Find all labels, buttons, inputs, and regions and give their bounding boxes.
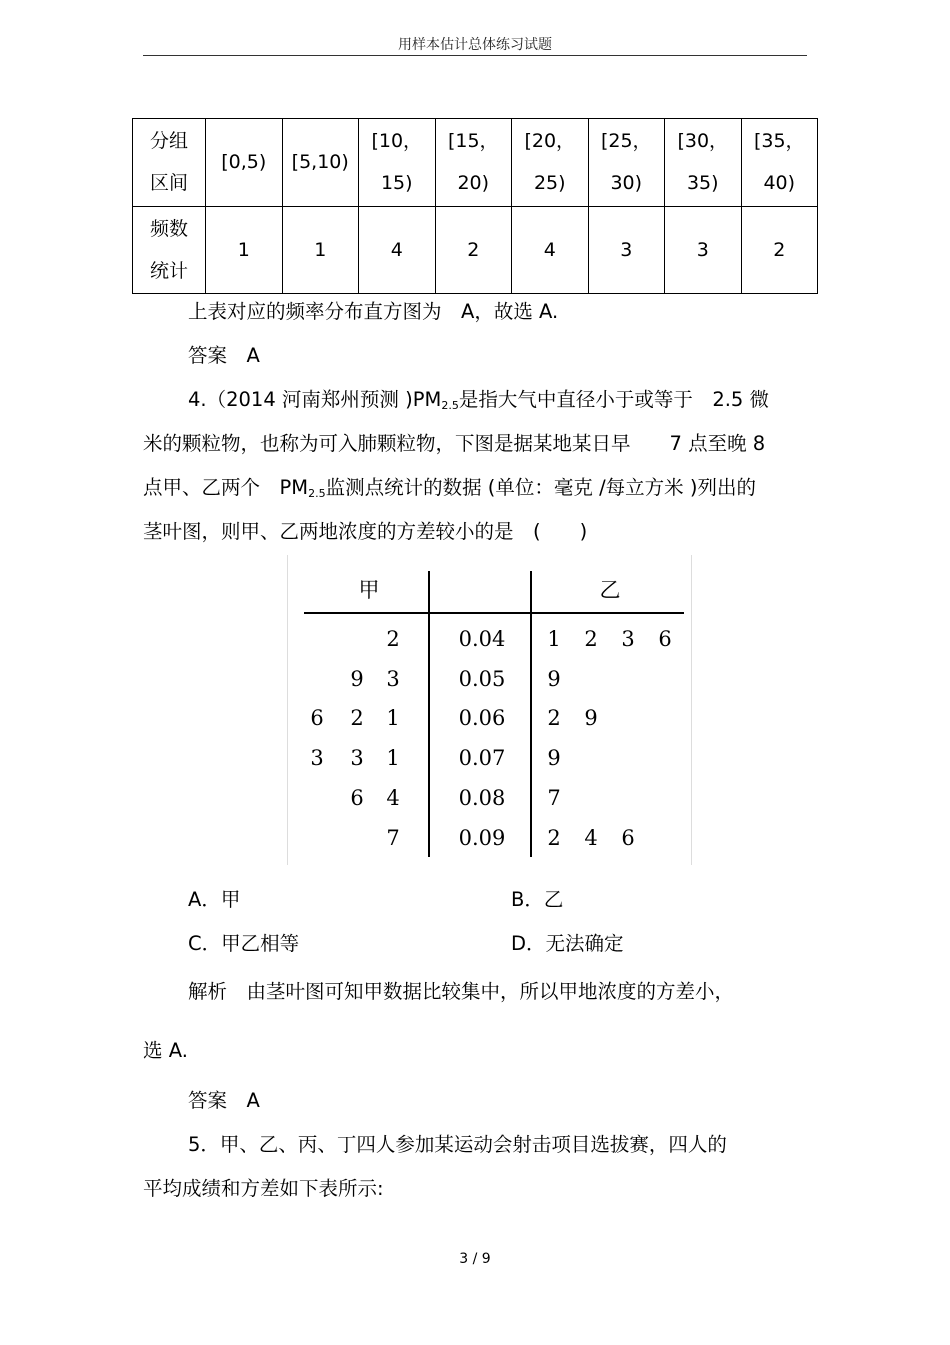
count-cell: 4: [512, 206, 589, 294]
answer-4: 答案 A: [188, 1089, 260, 1112]
count-cell: 1: [206, 206, 283, 294]
interval-text: [10，: [371, 130, 423, 153]
interval-header-line: 区间: [149, 172, 188, 195]
count-header-line: 统计: [149, 259, 188, 282]
left-leaf: 3: [350, 746, 364, 771]
count-cell: 2: [741, 206, 818, 294]
q4-text-a: 4.（2014 河南郑州预测 )PM: [188, 388, 442, 411]
question-4-line-3: [143, 472, 756, 500]
header-rule: [143, 55, 807, 56]
left-leaf: 4: [386, 785, 400, 810]
right-leaf: 7: [547, 785, 561, 810]
pm-subscript: 2.5: [441, 399, 459, 412]
header-title: 用样本估计总体练习试题: [398, 37, 552, 53]
q4-text-b: 是指大气中直径小于或等于 2.5 微: [458, 388, 770, 411]
right-leaf: 2: [547, 706, 561, 731]
right-leaf: 6: [621, 825, 635, 850]
left-leaf: 7: [386, 825, 400, 850]
left-leaf: 6: [350, 785, 364, 810]
pm-subscript: 2.5: [308, 487, 326, 500]
question-4-line-4: 茎叶图，则甲、乙两地浓度的方差较小的是 ( ): [143, 520, 588, 543]
right-leaf: 2: [584, 627, 598, 651]
right-leaf: 4: [584, 825, 598, 850]
stem-value: 0.07: [458, 746, 506, 771]
stem-value: 0.09: [458, 825, 506, 850]
interval-text: [0,5): [221, 151, 267, 174]
analysis-line-2: 选 A.: [143, 1039, 188, 1062]
interval-text: 35): [686, 172, 719, 195]
question-4-line-2: 米的颗粒物，也称为可入肺颗粒物，下图是据某地某日早 7 点至晚 8: [143, 432, 766, 455]
right-leaf: 9: [547, 666, 561, 691]
histogram-note: 上表对应的频率分布直方图为 A，故选 A.: [188, 300, 559, 323]
page-number: 3 / 9: [459, 1251, 491, 1267]
question-5-line-2: 平均成绩和方差如下表所示:: [143, 1177, 384, 1200]
right-leaf: 3: [621, 627, 635, 651]
q4-l3-text-b: 监测点统计的数据 (单位：毫克 /每立方米 )列出的: [325, 476, 756, 499]
analysis-line-1: 解析 由茎叶图可知甲数据比较集中，所以甲地浓度的方差小，: [188, 980, 735, 1003]
interval-cell: [359, 119, 436, 207]
interval-cell: [282, 119, 359, 207]
plot-frame-right: [691, 555, 692, 865]
frequency-table: [132, 118, 818, 294]
left-leaf: 9: [350, 666, 364, 691]
left-group-label: 甲: [358, 578, 380, 602]
interval-row: [133, 119, 818, 207]
count-row: [133, 206, 818, 294]
interval-cell: [741, 119, 818, 207]
right-leaf: 9: [547, 746, 561, 771]
count-header-line: 频数: [149, 217, 188, 240]
interval-cell: [665, 119, 742, 207]
right-leaf: 6: [658, 627, 672, 651]
count-cell: 1: [282, 206, 359, 294]
interval-text: [20，: [524, 130, 576, 153]
interval-cell: [435, 119, 512, 207]
interval-header-line: 分组: [149, 130, 188, 153]
question-4-line-1: [188, 384, 769, 412]
option-b: B．乙: [511, 888, 564, 911]
interval-text: [15，: [447, 130, 499, 153]
count-cell: 3: [665, 206, 742, 294]
stem-value: 0.05: [458, 666, 506, 691]
interval-header-cell: [133, 119, 206, 207]
interval-text: 40): [763, 172, 796, 195]
interval-text: [25，: [600, 130, 652, 153]
right-leaf: 1: [547, 627, 561, 651]
interval-text: 30): [610, 172, 643, 195]
option-d: D．无法确定: [511, 932, 624, 955]
stem-header-rule: [304, 612, 684, 614]
interval-text: 20): [457, 172, 490, 195]
stem-value: 0.04: [458, 627, 506, 651]
left-leaf: 2: [350, 706, 364, 731]
left-leaf: 2: [386, 627, 400, 651]
interval-cell: [206, 119, 283, 207]
option-a: A．甲: [188, 888, 241, 911]
left-leaf: 1: [386, 746, 400, 771]
left-leaf: 1: [386, 706, 400, 731]
q4-l3-text-a: 点甲、乙两个 PM: [143, 476, 309, 499]
interval-text: [30，: [677, 130, 729, 153]
stem-value: 0.08: [458, 785, 506, 810]
count-cell: 4: [359, 206, 436, 294]
plot-frame-left: [287, 555, 288, 865]
left-leaf: 6: [310, 706, 324, 731]
interval-cell: [512, 119, 589, 207]
right-group-label: 乙: [599, 578, 621, 602]
left-leaf: 3: [310, 746, 324, 771]
count-cell: 2: [435, 206, 512, 294]
interval-cell: [588, 119, 665, 207]
interval-text: [5,10): [291, 151, 349, 174]
interval-text: 15): [380, 172, 413, 195]
count-header-cell: [133, 206, 206, 294]
interval-text: [35，: [753, 130, 805, 153]
answer-3: 答案 A: [188, 344, 260, 367]
stem-leaf-plot: [287, 555, 692, 865]
option-c: C．甲乙相等: [188, 932, 300, 955]
right-leaf: 2: [547, 825, 561, 850]
interval-text: 25): [533, 172, 566, 195]
left-leaf: 3: [386, 666, 400, 691]
count-cell: 3: [588, 206, 665, 294]
question-5-line-1: 5．甲、乙、丙、丁四人参加某运动会射击项目选拔赛，四人的: [188, 1133, 727, 1156]
stem-value: 0.06: [458, 706, 506, 731]
right-leaf: 9: [584, 706, 598, 731]
